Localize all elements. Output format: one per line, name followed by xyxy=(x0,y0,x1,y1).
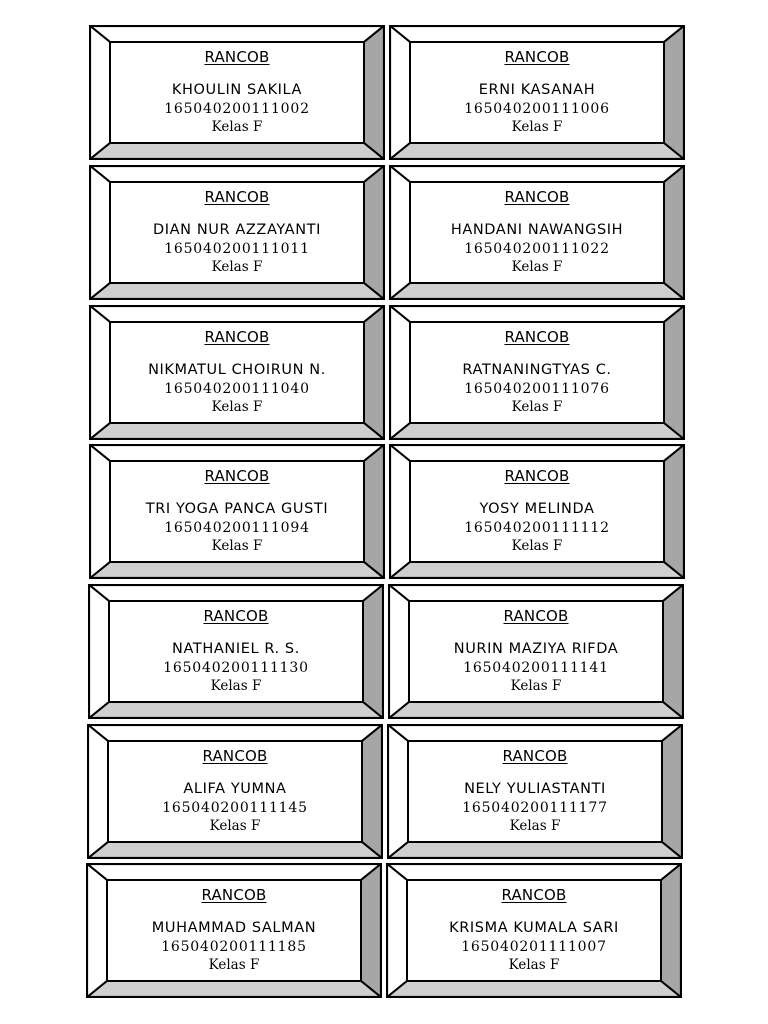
class-label: Kelas F xyxy=(511,399,563,415)
class-label: Kelas F xyxy=(208,957,260,973)
course-title: RANCOB xyxy=(201,886,267,904)
label-content xyxy=(109,601,363,702)
name-label-card-13 xyxy=(86,863,382,998)
student-id: 165040200111002 xyxy=(164,101,310,117)
student-name: ALIFA YUMNA xyxy=(183,781,287,797)
name-label-card-7 xyxy=(89,444,385,579)
class-label: Kelas F xyxy=(211,538,263,554)
label-content xyxy=(410,182,664,283)
student-id: 165040200111022 xyxy=(464,241,610,257)
student-name: HANDANI NAWANGSIH xyxy=(450,222,624,238)
student-id: 165040200111094 xyxy=(164,520,310,536)
class-label: Kelas F xyxy=(209,818,261,834)
course-title: RANCOB xyxy=(504,467,570,485)
course-title: RANCOB xyxy=(504,188,570,206)
course-title: RANCOB xyxy=(503,607,569,625)
name-label-card-1 xyxy=(89,25,385,160)
student-name: KHOULIN SAKILA xyxy=(171,82,303,98)
student-name: NATHANIEL R. S. xyxy=(172,641,300,657)
course-title: RANCOB xyxy=(502,747,568,765)
name-label-card-12 xyxy=(387,724,683,859)
student-id: 165040200111185 xyxy=(161,939,307,955)
name-label-card-6 xyxy=(389,305,685,440)
label-content xyxy=(410,42,664,143)
label-content xyxy=(409,601,663,702)
label-content xyxy=(107,880,361,981)
student-id: 165040200111006 xyxy=(464,101,610,117)
course-title: RANCOB xyxy=(202,747,268,765)
student-id: 165040200111177 xyxy=(462,800,608,816)
label-content xyxy=(110,461,364,562)
name-label-card-9 xyxy=(88,584,384,719)
student-id: 165040200111076 xyxy=(464,381,610,397)
student-id: 165040200111112 xyxy=(464,520,610,536)
name-label-card-2 xyxy=(389,25,685,160)
student-name: KRISMA KUMALA SARI xyxy=(449,920,619,936)
class-label: Kelas F xyxy=(211,119,263,135)
student-id: 165040200111040 xyxy=(164,381,310,397)
name-label-card-10 xyxy=(388,584,684,719)
student-id: 165040200111145 xyxy=(162,800,308,816)
student-name: NURIN MAZIYA RIFDA xyxy=(453,641,619,657)
name-label-card-5 xyxy=(89,305,385,440)
name-label-card-4 xyxy=(389,165,685,300)
course-title: RANCOB xyxy=(203,607,269,625)
course-title: RANCOB xyxy=(204,467,270,485)
student-name: NELY YULIASTANTI xyxy=(464,781,606,797)
student-name: NIKMATUL CHOIRUN N. xyxy=(148,362,326,378)
course-title: RANCOB xyxy=(504,328,570,346)
class-label: Kelas F xyxy=(511,259,563,275)
student-id: 165040200111141 xyxy=(463,660,609,676)
name-label-card-3 xyxy=(89,165,385,300)
class-label: Kelas F xyxy=(511,119,563,135)
class-label: Kelas F xyxy=(508,957,560,973)
label-content xyxy=(110,182,364,283)
label-content xyxy=(110,42,364,143)
class-label: Kelas F xyxy=(511,538,563,554)
label-content xyxy=(108,741,362,842)
course-title: RANCOB xyxy=(204,48,270,66)
label-content xyxy=(407,880,661,981)
course-title: RANCOB xyxy=(204,328,270,346)
student-name: ERNI KASANAH xyxy=(478,82,596,98)
name-label-card-14 xyxy=(386,863,682,998)
course-title: RANCOB xyxy=(504,48,570,66)
student-name: RATNANINGTYAS C. xyxy=(462,362,612,378)
student-name: YOSY MELINDA xyxy=(479,501,595,517)
label-content xyxy=(110,322,364,423)
label-content xyxy=(410,461,664,562)
class-label: Kelas F xyxy=(510,678,562,694)
student-name: DIAN NUR AZZAYANTI xyxy=(153,222,321,238)
course-title: RANCOB xyxy=(501,886,567,904)
class-label: Kelas F xyxy=(509,818,561,834)
class-label: Kelas F xyxy=(211,259,263,275)
student-id: 165040201111007 xyxy=(461,939,607,955)
student-id: 165040200111011 xyxy=(164,241,310,257)
class-label: Kelas F xyxy=(211,399,263,415)
class-label: Kelas F xyxy=(210,678,262,694)
label-content xyxy=(410,322,664,423)
course-title: RANCOB xyxy=(204,188,270,206)
student-id: 165040200111130 xyxy=(163,660,309,676)
student-name: TRI YOGA PANCA GUSTI xyxy=(145,501,329,517)
name-label-card-11 xyxy=(87,724,383,859)
name-label-card-8 xyxy=(389,444,685,579)
label-content xyxy=(408,741,662,842)
student-name: MUHAMMAD SALMAN xyxy=(151,920,317,936)
